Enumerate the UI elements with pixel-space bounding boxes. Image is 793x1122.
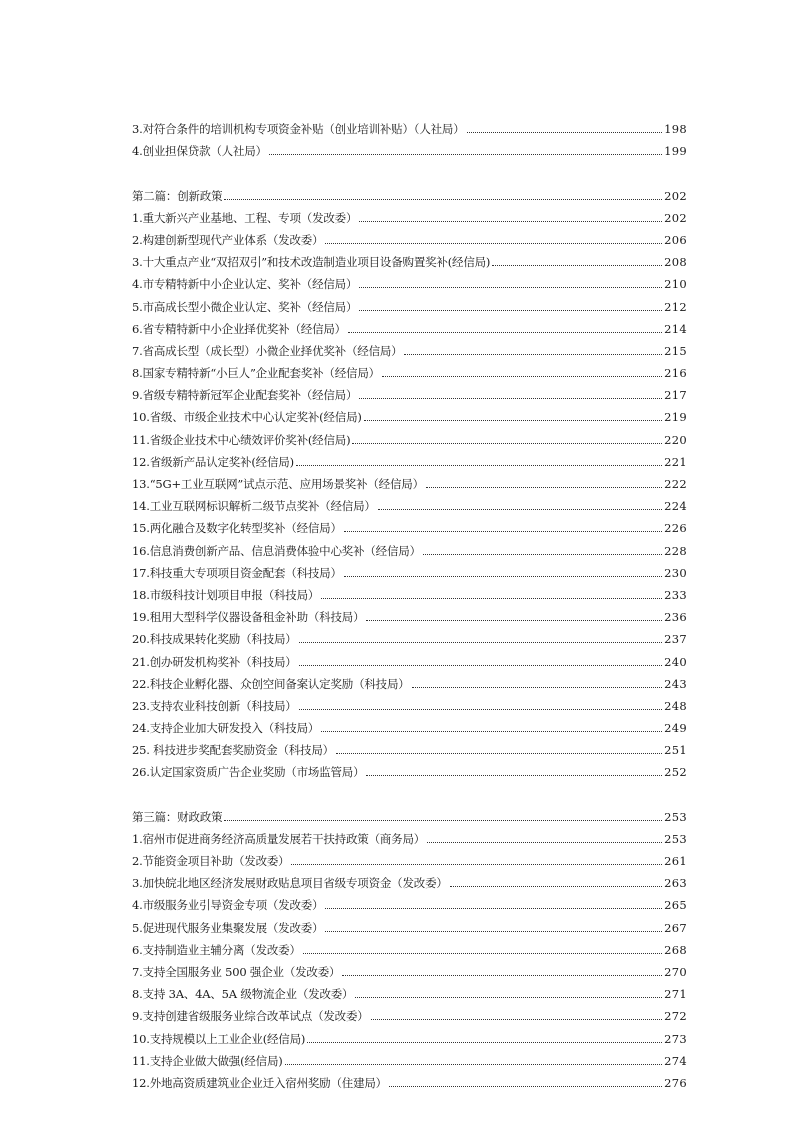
toc-entry: [132, 491, 687, 513]
toc-entry-title: 26.认定国家资质广告企业奖励（市场监管局）: [132, 765, 365, 780]
dot-leader: [321, 598, 662, 599]
toc-entry-title: 4.市专精特新中小企业认定、奖补（经信局）: [132, 277, 358, 292]
toc-entry: [132, 846, 687, 868]
toc-entry-title: 18.市级科技计划项目申报（科技局）: [132, 587, 320, 602]
toc-entry-page: 270: [664, 964, 687, 979]
dot-leader: [299, 709, 663, 710]
dot-leader: [291, 864, 662, 865]
dot-leader: [450, 886, 662, 887]
toc-entry-page: 224: [664, 499, 687, 514]
dot-leader: [325, 908, 662, 909]
toc-entry: [132, 203, 687, 225]
toc-entry-page: 210: [664, 277, 687, 292]
toc-entry: [132, 513, 687, 535]
toc-entry-title: 3.加快皖北地区经济发展财政贴息项目省级专项资金（发改委）: [132, 876, 448, 891]
toc-entry: [132, 624, 687, 646]
toc-entry-page: 253: [664, 831, 687, 846]
toc-entry: [132, 225, 687, 247]
toc-entry-page: 240: [664, 654, 687, 669]
toc-entry-page: 251: [664, 743, 687, 758]
toc-entry-title: 2.构建创新型现代产业体系（发改委）: [132, 232, 324, 247]
toc-entry: [132, 380, 687, 402]
toc-entry-title: 21.创办研发机构奖补（科技局）: [132, 654, 297, 669]
toc-entry-title: 5.市高成长型小微企业认定、奖补（经信局）: [132, 299, 358, 314]
dot-leader: [359, 398, 662, 399]
toc-entry: [132, 1046, 687, 1068]
toc-entry-page: 253: [664, 809, 687, 824]
toc-entry-page: 198: [664, 122, 687, 137]
toc-entry: [132, 447, 687, 469]
dot-leader: [307, 1042, 662, 1043]
toc-entry-page: 202: [664, 188, 687, 203]
toc-entry: [132, 424, 687, 446]
dot-leader: [285, 1064, 663, 1065]
toc-entry-page: 267: [664, 920, 687, 935]
toc-entry-page: 272: [664, 1009, 687, 1024]
toc-entry-page: 206: [664, 232, 687, 247]
toc-entry: [132, 314, 687, 336]
toc-entry-page: 274: [664, 1053, 687, 1068]
toc-entry-page: 237: [664, 632, 687, 647]
toc-entry-page: 228: [664, 543, 687, 558]
toc-entry-title: 9.支持创建省级服务业综合改革试点（发改委）: [132, 1009, 369, 1024]
toc-entry-title: 7.省高成长型（成长型）小微企业择优奖补（经信局）: [132, 343, 403, 358]
dot-leader: [224, 820, 662, 821]
toc-entry-title: 2.节能资金项目补助（发改委）: [132, 854, 290, 868]
toc-entry-title: 9.省级专精特新冠军企业配套奖补（经信局）: [132, 388, 358, 403]
toc-entry-title: 7.支持全国服务业 500 强企业（发改委）: [132, 964, 341, 979]
toc-entry-page: 263: [664, 876, 687, 891]
dot-leader: [404, 354, 662, 355]
dot-leader: [359, 310, 662, 311]
toc-entry: [132, 935, 687, 957]
toc-entry: [132, 269, 687, 291]
toc-entry-title: 19.租用大型科学仪器设备租金补助（科技局）: [132, 610, 365, 625]
toc-entry: [132, 291, 687, 313]
toc-entry-title: 22.科技企业孵化器、众创空间备案认定奖励（科技局）: [132, 676, 410, 691]
toc-entry-page: 221: [664, 454, 687, 469]
dot-leader: [492, 265, 662, 266]
toc-entry: [132, 979, 687, 1001]
toc-entry-page: 276: [664, 1075, 687, 1090]
toc-entry-page: 220: [664, 432, 687, 447]
toc-entry-title: 1.重大新兴产业基地、工程、专项（发改委）: [132, 210, 358, 225]
section-gap: [132, 779, 687, 801]
dot-leader: [296, 465, 662, 466]
dot-leader: [389, 1086, 662, 1087]
toc-entry: [132, 735, 687, 757]
dot-leader: [423, 554, 662, 555]
toc-entry: [132, 957, 687, 979]
toc-entry: [132, 247, 687, 269]
dot-leader: [325, 931, 662, 932]
toc-entry: [132, 402, 687, 424]
dot-leader: [412, 687, 663, 688]
dot-leader: [382, 376, 662, 377]
dot-leader: [321, 731, 662, 732]
section-gap: [132, 158, 687, 180]
toc-entry-title: 12.外地高资质建筑业企业迁入宿州奖励（住建局）: [132, 1075, 387, 1090]
toc-entry-title: 8.国家专精特新“小巨人”企业配套奖补（经信局）: [132, 366, 380, 381]
toc-entry-page: 243: [664, 676, 687, 691]
toc-entry: [132, 580, 687, 602]
toc-entry-page: 214: [664, 321, 687, 336]
toc-entry: [132, 336, 687, 358]
toc-entry-title: 13.“5G+工业互联网”试点示范、应用场景奖补（经信局）: [132, 477, 424, 491]
toc-entry-page: 208: [664, 255, 687, 270]
toc-entry-title: 23.支持农业科技创新（科技局）: [132, 698, 297, 713]
toc-entry-title: 12.省级新产品认定奖补(经信局): [132, 454, 294, 469]
toc-entry-title: 6.省专精特新中小企业择优奖补（经信局）: [132, 321, 346, 336]
dot-leader: [336, 753, 662, 754]
toc-entry: [132, 757, 687, 779]
toc-entry-page: 265: [664, 898, 687, 913]
dot-leader: [342, 975, 662, 976]
dot-leader: [303, 953, 662, 954]
toc-entry-title: 5.促进现代服务业集聚发展（发改委）: [132, 920, 324, 935]
dot-leader: [299, 665, 663, 666]
toc-entry: [132, 1068, 687, 1090]
toc-entry-title: 20.科技成果转化奖励（科技局）: [132, 632, 297, 647]
toc-entry-page: 252: [664, 765, 687, 780]
toc-entry-page: 219: [664, 410, 687, 425]
toc-section-heading: [132, 180, 687, 202]
toc-entry-page: 226: [664, 521, 687, 536]
toc-entry: [132, 669, 687, 691]
dot-leader: [366, 775, 662, 776]
toc-entry-title: 17.科技重大专项项目资金配套（科技局）: [132, 565, 342, 580]
dot-leader: [427, 842, 662, 843]
toc-entry-page: 199: [664, 144, 687, 159]
dot-leader: [344, 576, 662, 577]
table-of-contents: [132, 114, 687, 1090]
toc-entry-title: 第三篇：财政政策: [132, 809, 223, 824]
dot-leader: [344, 531, 662, 532]
toc-entry-page: 261: [664, 854, 687, 868]
toc-entry: [132, 535, 687, 557]
toc-section-heading: [132, 801, 687, 823]
toc-entry-page: 222: [664, 477, 687, 491]
toc-entry-title: 15.两化融合及数字化转型奖补（经信局）: [132, 521, 342, 536]
toc-entry: [132, 558, 687, 580]
dot-leader: [269, 154, 662, 155]
toc-entry-title: 24.支持企业加大研发投入（科技局）: [132, 721, 320, 736]
toc-entry-title: 25. 科技进步奖配套奖励资金（科技局）: [132, 743, 334, 758]
toc-entry: [132, 469, 687, 491]
dot-leader: [355, 997, 662, 998]
toc-entry-page: 202: [664, 210, 687, 225]
toc-entry-title: 11.省级企业技术中心绩效评价奖补(经信局): [132, 432, 351, 447]
toc-entry-page: 248: [664, 698, 687, 713]
toc-entry-page: 215: [664, 343, 687, 358]
dot-leader: [371, 1019, 663, 1020]
toc-entry-page: 212: [664, 299, 687, 314]
dot-leader: [364, 420, 662, 421]
toc-entry-title: 6.支持制造业主辅分离（发改委）: [132, 942, 301, 957]
toc-entry-page: 236: [664, 610, 687, 625]
toc-entry: [132, 114, 687, 136]
dot-leader: [359, 287, 662, 288]
toc-entry-title: 8.支持 3A、4A、5A 级物流企业（发改委）: [132, 987, 354, 1002]
dot-leader: [348, 332, 662, 333]
dot-leader: [378, 509, 662, 510]
toc-entry-page: 217: [664, 388, 687, 403]
toc-entry: [132, 358, 687, 380]
toc-entry: [132, 691, 687, 713]
toc-entry-title: 16.信息消费创新产品、信息消费体验中心奖补（经信局）: [132, 543, 421, 558]
dot-leader: [299, 642, 663, 643]
toc-entry: [132, 824, 687, 846]
toc-entry-title: 3.对符合条件的培训机构专项资金补贴（创业培训补贴）（人社局）: [132, 122, 465, 137]
toc-entry: [132, 912, 687, 934]
toc-entry-title: 11.支持企业做大做强(经信局): [132, 1053, 283, 1068]
toc-entry-page: 216: [664, 366, 687, 381]
toc-entry: [132, 646, 687, 668]
toc-entry-title: 3.十大重点产业“双招双引”和技术改造制造业项目设备购置奖补(经信局): [132, 255, 491, 270]
toc-entry: [132, 602, 687, 624]
dot-leader: [352, 443, 662, 444]
dot-leader: [366, 620, 662, 621]
toc-entry-page: 249: [664, 721, 687, 736]
toc-entry-title: 4.市级服务业引导资金专项（发改委）: [132, 898, 324, 913]
toc-entry: [132, 1001, 687, 1023]
toc-entry-title: 4.创业担保贷款（人社局）: [132, 144, 267, 159]
toc-entry-page: 273: [664, 1031, 687, 1046]
dot-leader: [467, 132, 663, 133]
toc-entry-page: 268: [664, 942, 687, 957]
dot-leader: [325, 243, 662, 244]
toc-entry: [132, 1023, 687, 1045]
toc-entry-page: 271: [664, 987, 687, 1002]
toc-entry: [132, 136, 687, 158]
toc-entry-title: 第二篇：创新政策: [132, 188, 223, 203]
toc-entry-title: 10.省级、市级企业技术中心认定奖补(经信局): [132, 410, 362, 425]
toc-entry-title: 10.支持规模以上工业企业(经信局): [132, 1031, 306, 1046]
toc-entry-title: 14.工业互联网标识解析二级节点奖补（经信局）: [132, 499, 376, 514]
toc-entry: [132, 890, 687, 912]
dot-leader: [224, 199, 662, 200]
toc-entry-title: 1.宿州市促进商务经济高质量发展若干扶持政策（商务局）: [132, 831, 426, 846]
dot-leader: [359, 221, 662, 222]
toc-entry: [132, 713, 687, 735]
toc-entry-page: 230: [664, 565, 687, 580]
dot-leader: [426, 487, 662, 488]
toc-entry: [132, 868, 687, 890]
toc-entry-page: 233: [664, 587, 687, 602]
